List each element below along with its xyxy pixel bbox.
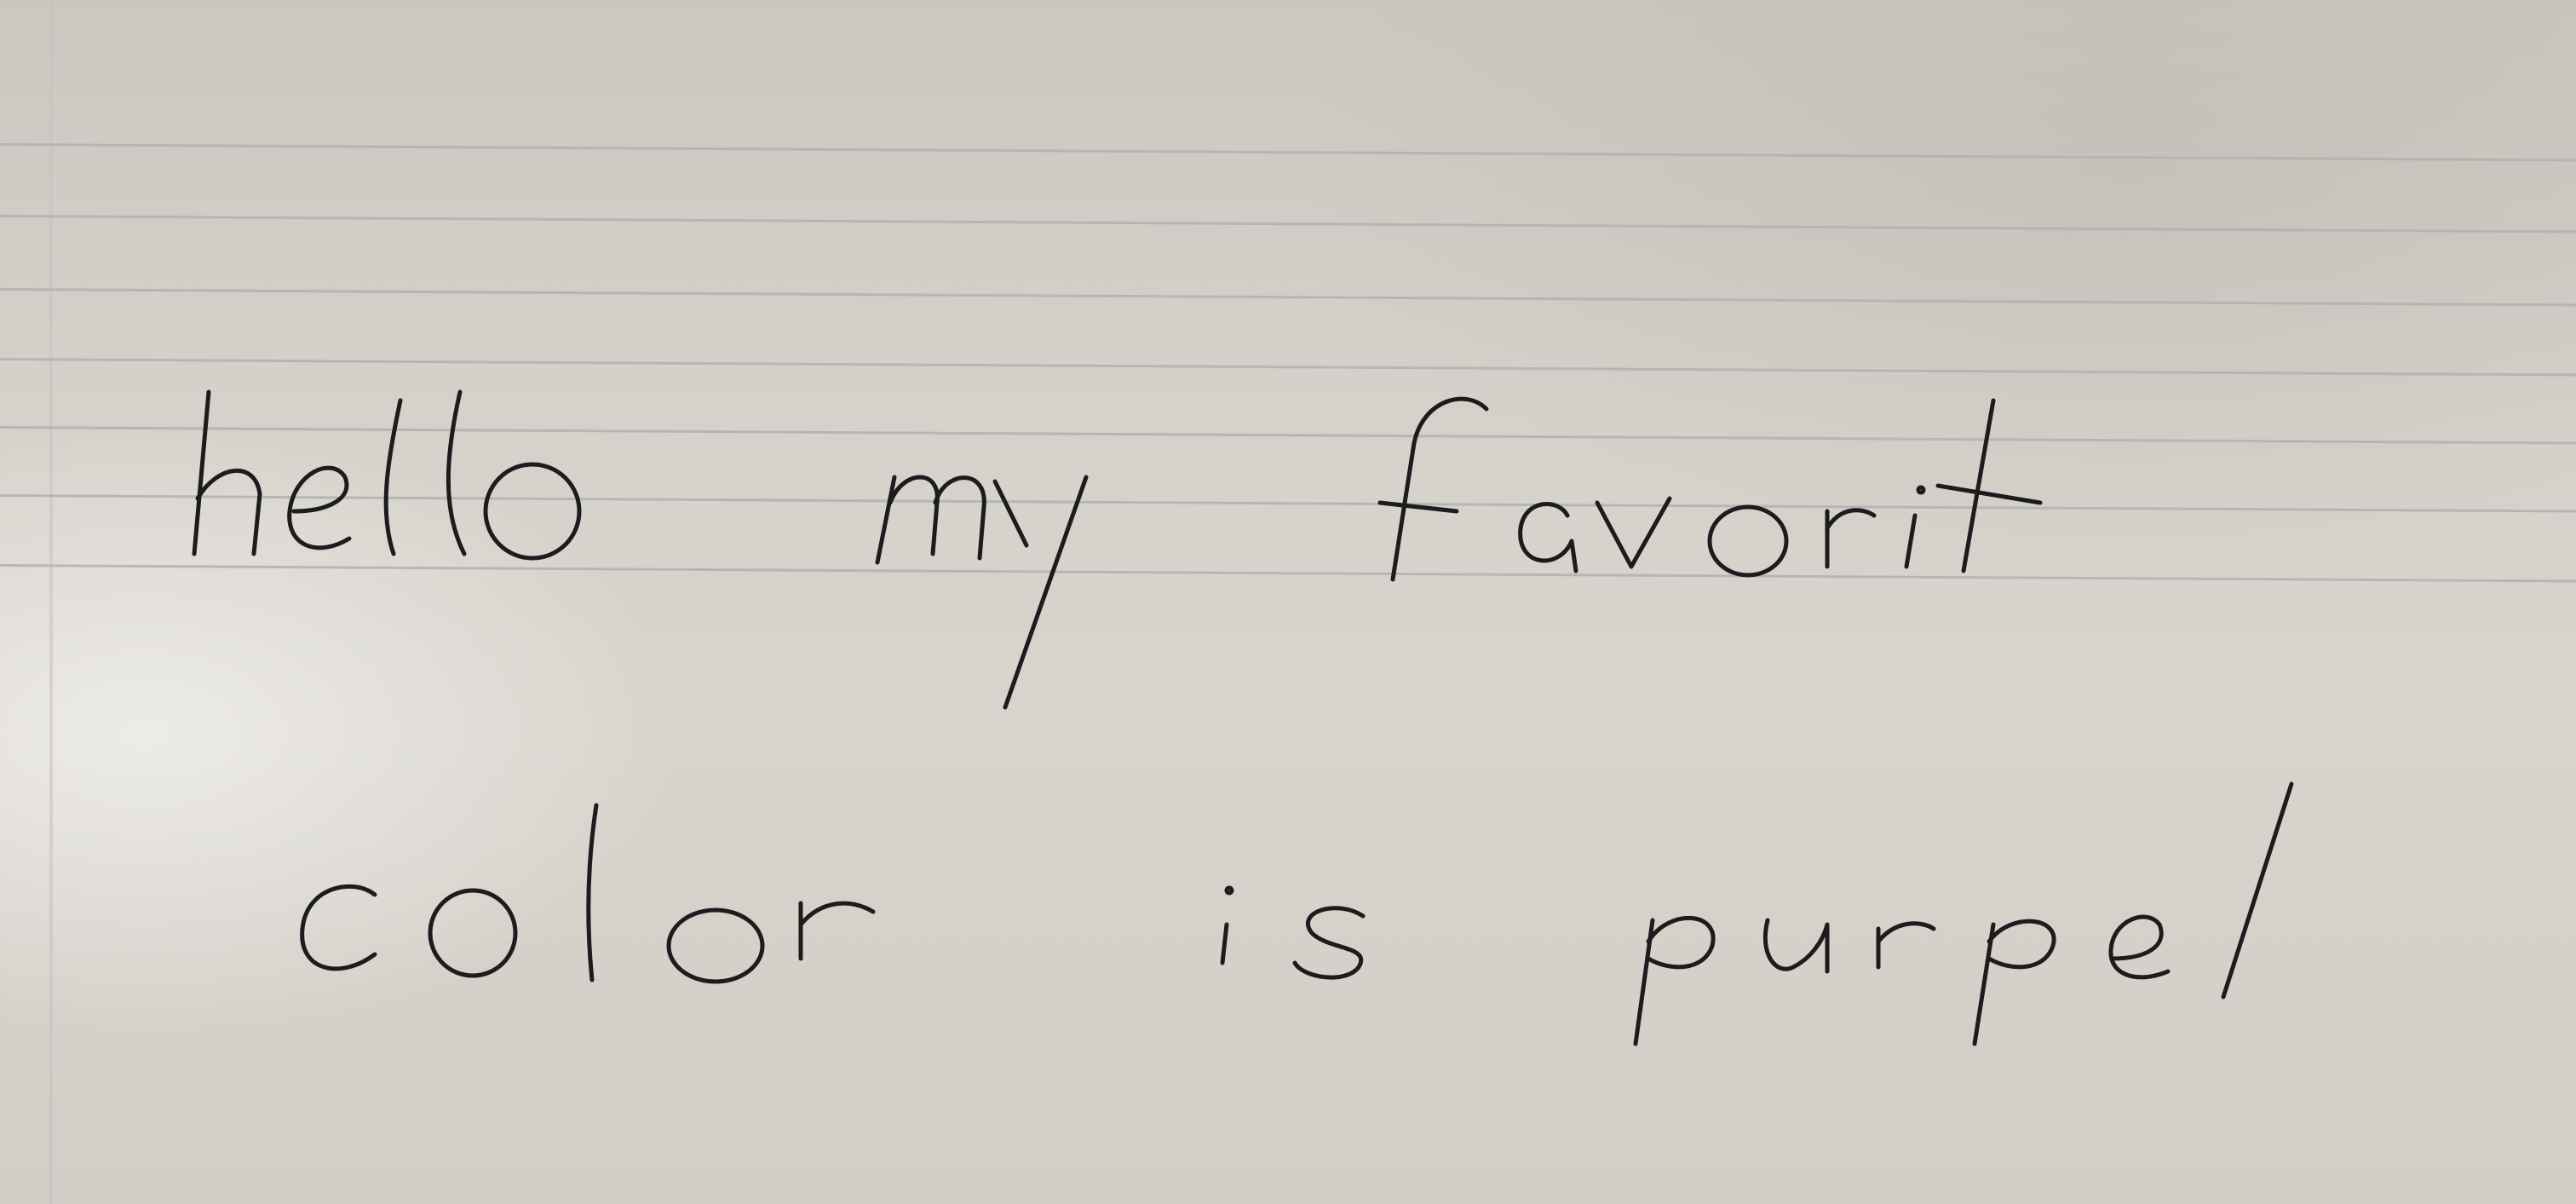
word-color [302,805,873,982]
word-is [1222,888,1363,977]
word-purpel [1636,784,2291,1044]
